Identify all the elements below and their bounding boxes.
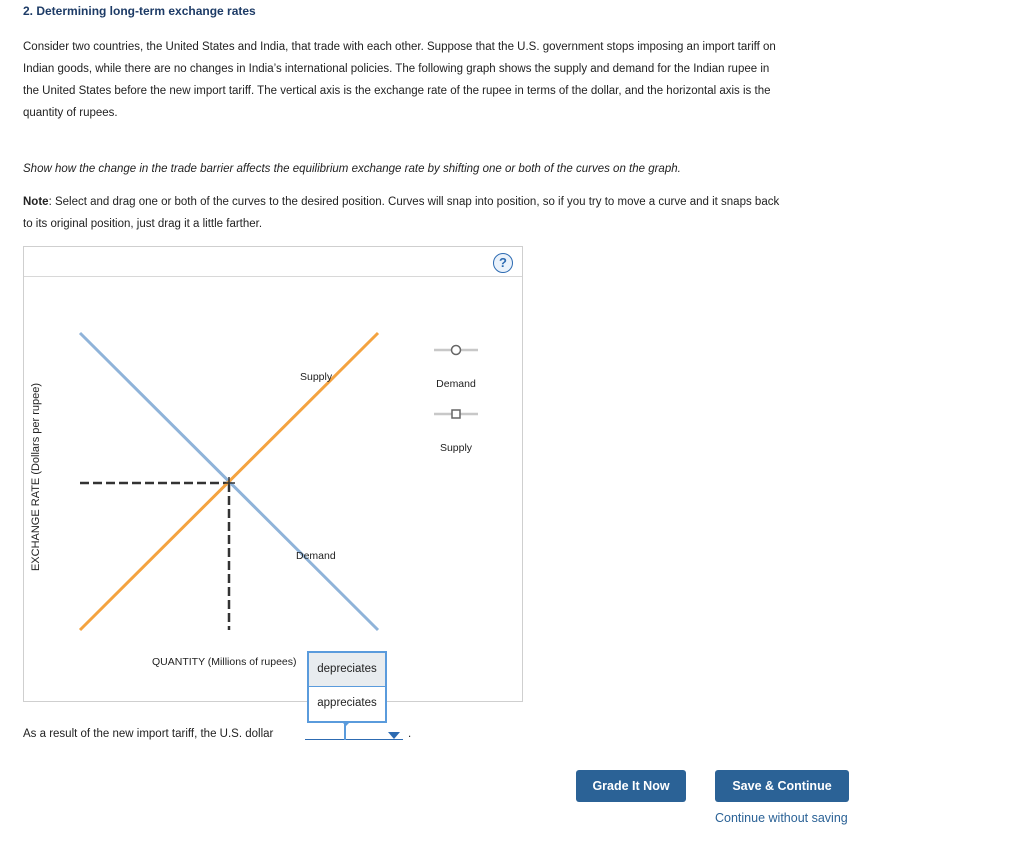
demand-curve-label: Demand: [296, 550, 336, 562]
save-continue-button[interactable]: Save & Continue: [715, 770, 849, 802]
intro-line: the United States before the new import tariff. The vertical axis is the exchange rate of the rupee in terms of the dollar, and the horizontal axis is the: [23, 85, 771, 97]
intro-line: Indian goods, while there are no changes in India’s international policies. The following graph shows the supply and demand for the Indian rupee in: [23, 63, 770, 75]
answer-sentence: As a result of the new import tariff, the U.S. dollar: [23, 728, 274, 740]
x-axis-label: QUANTITY (Millions of rupees): [152, 656, 297, 668]
sentence-end: .: [408, 728, 412, 740]
answer-options-menu: [307, 651, 387, 723]
help-icon[interactable]: ?: [493, 253, 513, 273]
legend-demand-icon[interactable]: [452, 346, 461, 355]
legend-supply-label: Supply: [439, 442, 473, 454]
supply-curve-label: Supply: [300, 371, 333, 383]
question-heading: 2. Determining long-term exchange rates: [23, 4, 256, 18]
intro-line: Consider two countries, the United States and India, that trade with each other. Suppose that the U.S. government stops imposing an import tariff on: [23, 41, 776, 53]
answer-dropdown[interactable]: [305, 739, 403, 740]
grade-button[interactable]: Grade It Now: [576, 770, 686, 802]
note-line: : Select and drag one or both of the curves to the desired position. Curves will snap into position, so if you try to move a curve and it snaps back: [48, 196, 780, 208]
legend-supply-icon[interactable]: [452, 410, 460, 418]
y-axis-label: EXCHANGE RATE (Dollars per rupee): [30, 382, 42, 572]
legend-demand-label: Demand: [436, 378, 476, 390]
instruction-text: Show how the change in the trade barrier affects the equilibrium exchange rate by shifting one or both of the curves on the graph.: [23, 163, 681, 175]
option-appreciates[interactable]: appreciates: [317, 697, 377, 709]
intro-line: quantity of rupees.: [23, 107, 118, 119]
continue-without-saving-link[interactable]: Continue without saving: [715, 811, 848, 825]
chevron-down-icon[interactable]: [388, 732, 400, 739]
note-line: to its original position, just drag it a little farther.: [23, 218, 263, 230]
option-depreciates[interactable]: depreciates: [309, 653, 385, 687]
note-label: Note: [23, 196, 49, 208]
